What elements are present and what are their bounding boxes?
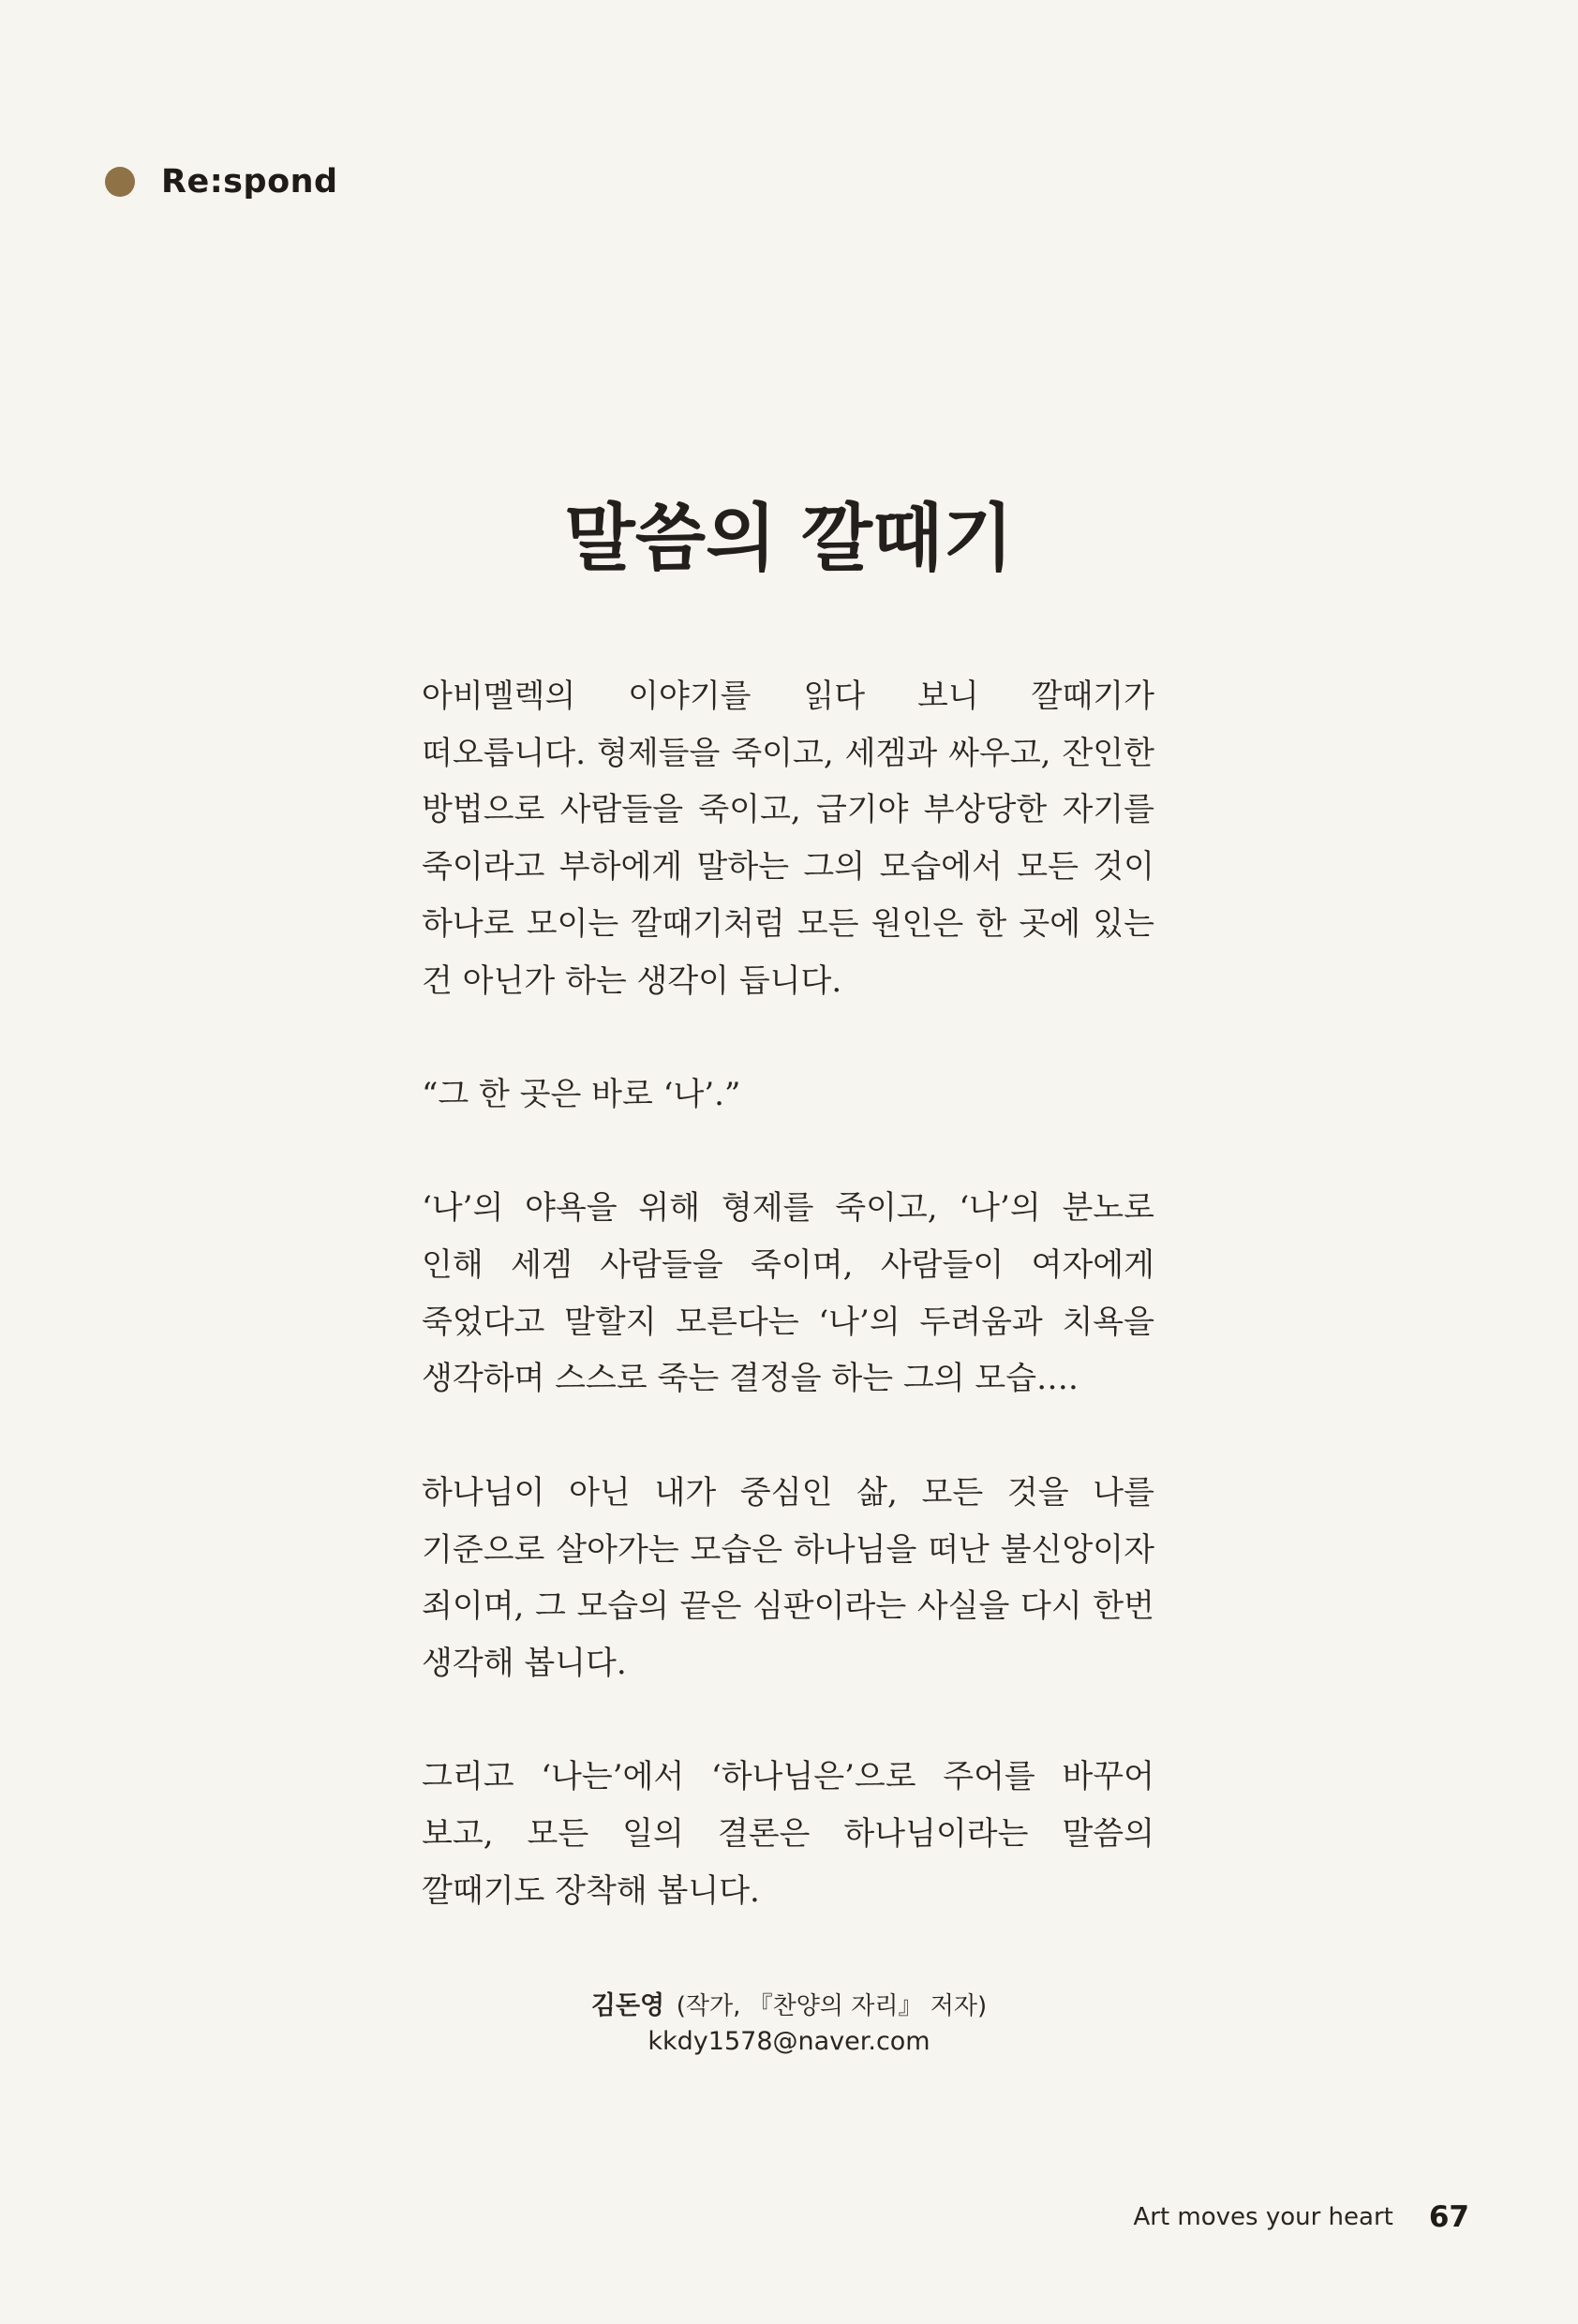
section-dot (105, 167, 135, 197)
author-credit (0, 1989, 1578, 2060)
paragraph: 아비멜렉의 이야기를 읽다 보니 깔때기가 떠오릅니다. 형제들을 죽이고, 세겜과 싸우고, 잔인한 방법으로 사람들을 죽이고, 급기야 부상당한 자기를 죽이라고 부하에게 말하는 그의 모습에서 모든 것이 하나로 모이는 깔때기처럼 모든 원인은 한 곳에 있는 건 아닌가 하는 생각이 듭니다. (422, 678, 1154, 1000)
author-name: 김돈영 (590, 1991, 665, 2020)
paragraph: 그리고 ‘나는’에서 ‘하나님은’으로 주어를 바꾸어 보고, 모든 일의 결론은 하나님이라는 말씀의 깔때기도 장착해 봅니다. (422, 1758, 1154, 1910)
paragraph: “그 한 곳은 바로 ‘나’.” (422, 1075, 741, 1113)
paragraph: 하나님이 아닌 내가 중심인 삶, 모든 것을 나를 기준으로 살아가는 모습은 하나님을 떠난 불신앙이자 죄이며, 그 모습의 끝은 심판이라는 사실을 다시 한번 생각해 봅니다. (422, 1473, 1154, 1682)
author-role: (작가, 『찬양의 자리』 저자) (676, 1992, 988, 2020)
article-title: 말씀의 깔때기 (564, 496, 1014, 581)
section-tag (105, 157, 338, 206)
paragraph: ‘나’의 야욕을 위해 형제를 죽이고, ‘나’의 분노로 인해 세겜 사람들을 죽이며, 사람들이 여자에게 죽었다고 말할지 모른다는 ‘나’의 두려움과 치욕을 생각하며 스스로 죽는 결정을 하는 그의 모습…. (422, 1189, 1154, 1398)
author-email: kkdy1578@naver.com (648, 2027, 930, 2056)
footer-tagline: Art moves your heart (1133, 2203, 1393, 2231)
page-footer (1133, 2197, 1469, 2238)
author-line (0, 1989, 1578, 2024)
section-label: Re:spond (161, 163, 338, 201)
page-number: 67 (1428, 2200, 1469, 2234)
article-body (422, 668, 1154, 1919)
